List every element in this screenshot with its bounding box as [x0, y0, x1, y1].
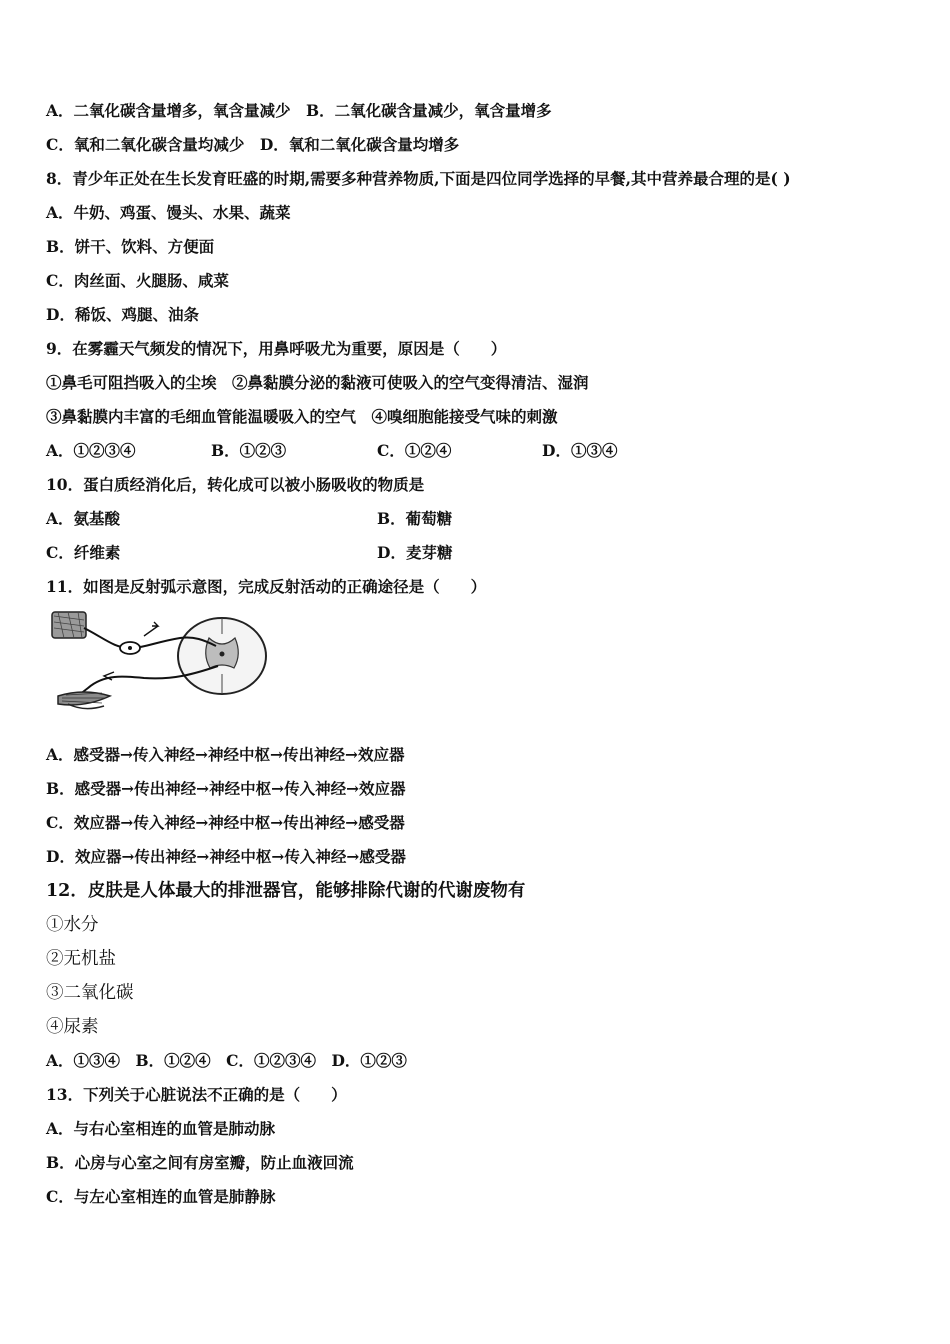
q11-option-b: B．感受器→传出神经→神经中枢→传入神经→效应器 [46, 779, 406, 798]
q8-option-c: C．肉丝面、火腿肠、咸菜 [46, 271, 229, 290]
q9-option-a: A．①②③④ [46, 441, 136, 460]
central-canal [220, 652, 225, 657]
q9-option-c: C．①②④ [377, 441, 452, 460]
q12-item-3: ③二氧化碳 [46, 983, 134, 1003]
q10-stem: 10．蛋白质经消化后，转化成可以被小肠吸收的物质是 [46, 475, 425, 494]
q12-options: A．①③④ B．①②④ C．①②③④ D．①②③ [46, 1051, 407, 1070]
q12-item-1: ①水分 [46, 915, 99, 935]
q9-statements-2: ③鼻黏膜内丰富的毛细血管能温暖吸入的空气 ④嗅细胞能接受气味的刺激 [46, 407, 558, 426]
q9-statements-1: ①鼻毛可阻挡吸入的尘埃 ②鼻黏膜分泌的黏液可使吸入的空气变得清洁、湿润 [46, 373, 589, 392]
q8-stem: 8．青少年正处在生长发育旺盛的时期,需要多种营养物质,下面是四位同学选择的早餐,其中营养最合理的是( ) [46, 169, 791, 188]
q7-options-line-1: A．二氧化碳含量增多，氧含量减少 B．二氧化碳含量减少，氧含量增多 [46, 101, 552, 120]
q10-option-c: C．纤维素 [46, 543, 121, 562]
q9-option-b: B．①②③ [211, 441, 287, 460]
q13-option-b: B．心房与心室之间有房室瓣，防止血液回流 [46, 1153, 354, 1172]
q11-option-a: A．感受器→传入神经→神经中枢→传出神经→效应器 [46, 745, 405, 764]
q13-stem: 13．下列关于心脏说法不正确的是（ ） [46, 1085, 347, 1104]
q7-options-line-2: C．氧和二氧化碳含量均减少 D．氧和二氧化碳含量均增多 [46, 135, 460, 154]
reflex-arc-diagram [44, 608, 268, 724]
q9-stem: 9．在雾霾天气频发的情况下，用鼻呼吸尤为重要，原因是（ ） [46, 339, 507, 358]
q13-option-a: A．与右心室相连的血管是肺动脉 [46, 1119, 276, 1138]
q12-stem: 12．皮肤是人体最大的排泄器官，能够排除代谢的代谢废物有 [46, 881, 526, 901]
q8-option-a: A．牛奶、鸡蛋、馒头、水果、蔬菜 [46, 203, 291, 222]
q10-option-b: B．葡萄糖 [377, 509, 453, 528]
q11-option-d: D．效应器→传出神经→神经中枢→传入神经→感受器 [46, 847, 406, 866]
q11-stem: 11．如图是反射弧示意图，完成反射活动的正确途径是（ ） [46, 577, 487, 596]
q13-option-c: C．与左心室相连的血管是肺静脉 [46, 1187, 276, 1206]
q8-option-d: D．稀饭、鸡腿、油条 [46, 305, 199, 324]
q8-option-b: B．饼干、饮料、方便面 [46, 237, 215, 256]
q10-option-d: D．麦芽糖 [377, 543, 453, 562]
q12-item-4: ④尿素 [46, 1017, 99, 1037]
q9-option-d: D．①③④ [542, 441, 618, 460]
q10-option-a: A．氨基酸 [46, 509, 121, 528]
q12-item-2: ②无机盐 [46, 949, 116, 969]
q11-option-c: C．效应器→传入神经→神经中枢→传出神经→感受器 [46, 813, 405, 832]
